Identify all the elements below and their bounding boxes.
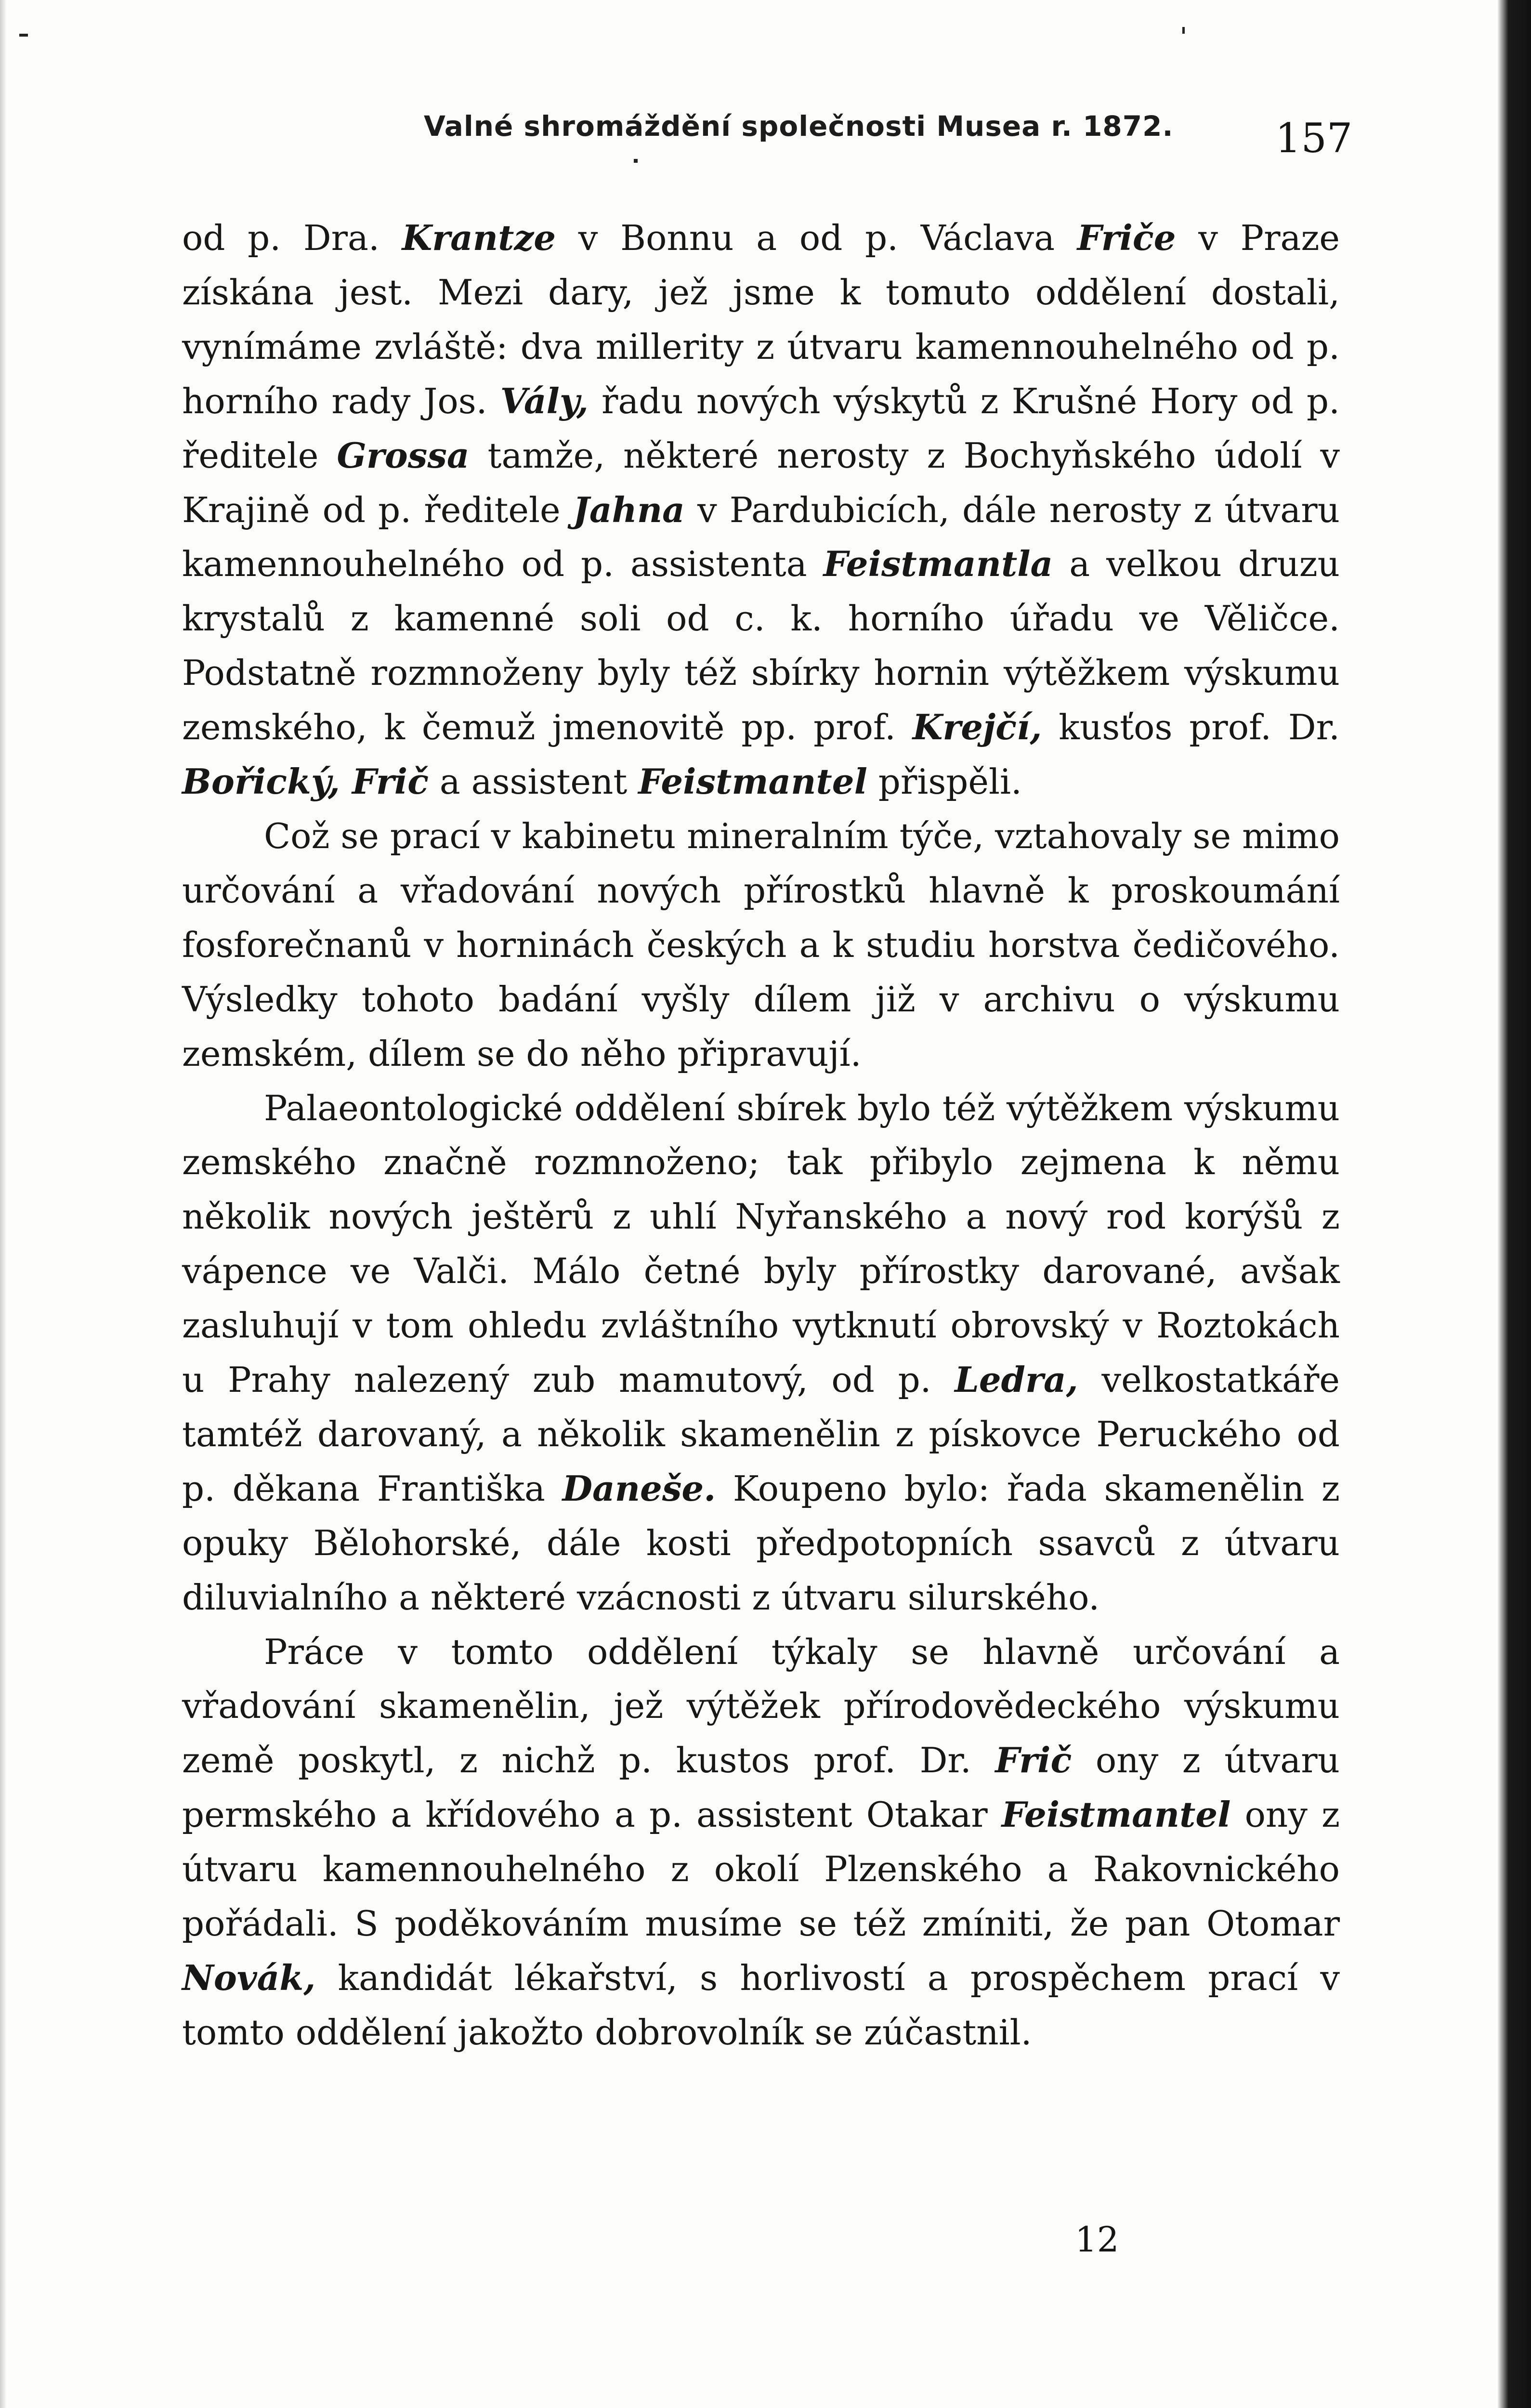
text-run: Práce v tomto oddělení týkaly se hlavně určování a vřadování skamenělin, jež výtěžek přírodovědeckého výskumu země poskytl, z nichž p. kustos prof. Dr. [182,1631,1340,1781]
running-header: Valné shromáždění společnosti Musea r. 1872. [424,110,1174,143]
text-run: přispěli. [867,761,1022,802]
sheet-signature-number: 12 [1075,2219,1119,2260]
text-run: tamže, některé nerosty z Bochyňského údolí v Krajině od p. ředitele [182,435,1340,530]
text-run: ony z útvaru permského a křídového a p. assistent Otakar [182,1740,1340,1835]
person-name: Grossa [337,434,470,476]
person-name: Friče [1077,217,1176,258]
scan-speck [19,34,28,37]
paragraph [182,211,1340,809]
paragraph [182,1081,1340,1625]
text-run: Palaeontologické oddělení sbírek bylo též výtěžkem výskumu zemského značně rozmnoženo; tak přibylo zejmena k němu několik nových ještěrů z uhlí Nyřanského a nový rod korýšů z vápence ve Valči. Málo četné byly přírostky darované, avšak zasluhují v tom ohledu zvláštního vytknutí obrovský v Roztokách u Prahy nalezený zub mamutový, od p. [182,1087,1340,1400]
person-name: Frič [995,1740,1072,1781]
paragraph [182,809,1340,1081]
text-run: kusťos prof. Dr. [1042,707,1340,748]
person-name: Krejčí, [912,707,1042,748]
text-run: kandidát lékařství, s horlivostí a prospěchem prací v tomto oddělení jakožto dobrovolník se zúčastnil. [182,1958,1340,2053]
person-name: Feistmantel [638,761,867,802]
page-number: 157 [1275,115,1353,162]
person-name: Jahna [573,489,685,530]
text-run: v Praze získána jest. Mezi dary, jež jsme k tomuto oddělení dostali, vynímáme zvláště: dva millerity z útvaru kamennouhelného od p. horního rady Jos. [182,218,1340,421]
paragraph [182,1625,1340,2060]
person-name: Krantze [402,217,556,258]
person-name: Feistmantel [1001,1794,1231,1835]
person-name: Daneše. [562,1467,716,1509]
text-run: v Bonnu a od p. Václava [556,218,1077,258]
text-run: v Pardubicích, dále nerosty z útvaru kamennouhelného od p. assistenta [182,489,1340,585]
text-run: Což se prací v kabinetu mineralním týče, vztahovaly se mimo určování a vřadování nových přírostků hlavně k proskoumání fosforečnanů v horninách českých a k studiu horstva čedičového. Výsledky tohoto badání vyšly dílem již v archivu o výskumu zemském, dílem se do něho připravují. [182,815,1340,1074]
page-left-edge [0,0,7,2408]
text-run: a velkou druzu krystalů z kamenné soli od c. k. horního úřadu ve Věličce. Podstatně rozmnoženy byly též sbírky hornin výtěžkem výskumu zemského, k čemuž jmenovitě pp. prof. [182,544,1340,748]
text-run: od p. Dra. [182,218,402,258]
person-name: Bořický, Frič [182,761,429,802]
text-run: Koupeno bylo: řada skamenělin z opuky Bělohorské, dále kosti předpotopních ssavců z útvaru diluvialního a některé vzácnosti z útvaru silurského. [182,1468,1340,1618]
person-name: Ledra, [955,1359,1078,1400]
person-name: Feistmantla [823,543,1053,585]
text-run: řadu nových výskytů z Krušné Hory od p. ředitele [182,380,1340,476]
scan-speck [1182,27,1185,34]
person-name: Novák, [182,1957,316,1998]
scan-speck [634,159,638,163]
body-text [182,211,1340,2060]
text-run: ony z útvaru kamennouhelného z okolí Plzenského a Rakovnického pořádali. S poděkováním musíme se též zmíniti, že pan Otomar [182,1794,1340,1944]
text-run: velkostatkáře tamtéž darovaný, a několik skamenělin z pískovce Peruckého od p. děkana Františka [182,1360,1340,1509]
text-run: a assistent [428,761,639,802]
person-name: Vály, [500,380,589,421]
page-right-edge [1498,0,1531,2408]
